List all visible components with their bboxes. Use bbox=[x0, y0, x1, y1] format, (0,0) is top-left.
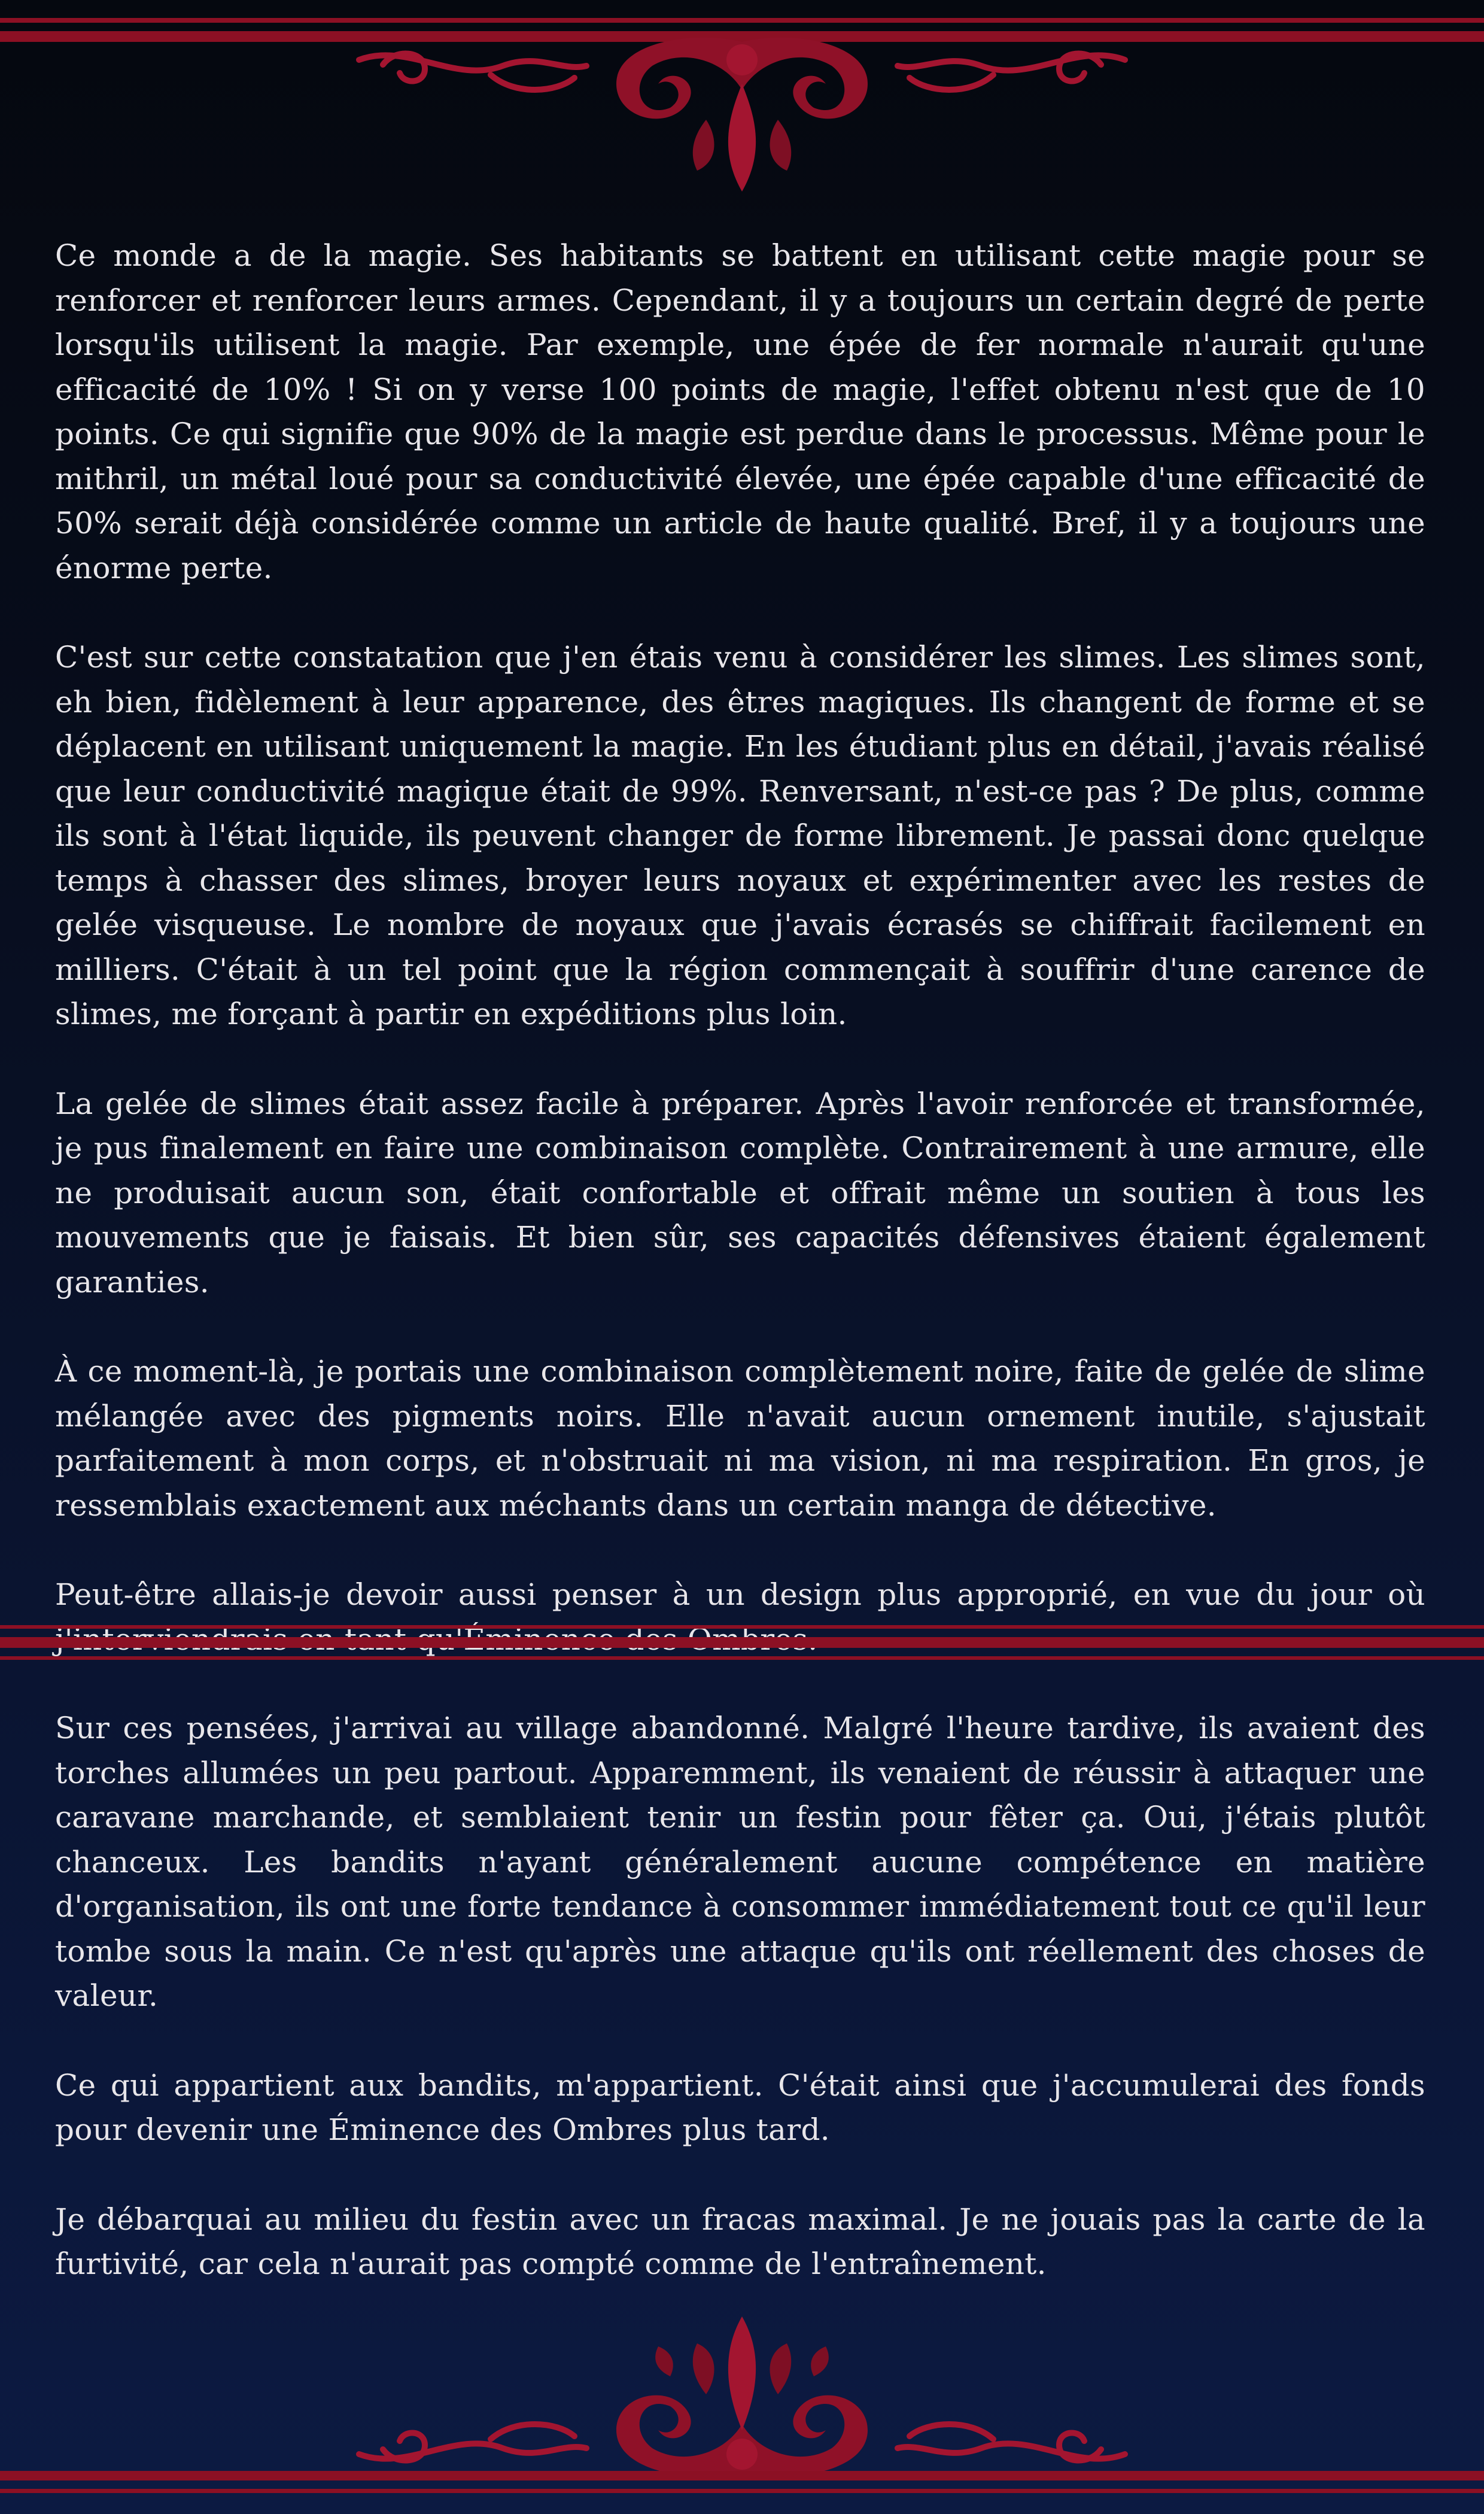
bottom-divider-thin-line bbox=[0, 2489, 1484, 2493]
paragraph: Je débarquai au milieu du festin avec un fracas maximal. Je ne jouais pas la carte de la furtivité, car cela n'aurait pas compté comme de l'entraînement. bbox=[55, 2202, 1425, 2281]
paragraph: C'est sur cette constatation que j'en étais venu à considérer les slimes. Les slimes sont, eh bien, fidèlement à leur apparence, des êtres magiques. Ils changent de forme et se déplacent en utilisant uniquement la magie. En les étudiant plus en détail, j'avais réalisé que leur conductivité magique était de 99%. Renversant, n'est-ce pas ? De plus, comme ils sont à l'état liquide, ils peuvent changer de forme librement. Je passai donc quelque temps à chasser des slimes, broyer leurs noyaux et expérimenter avec les restes de gelée visqueuse. Le nombre de noyaux que j'avais écrasés se chiffrait facilement en milliers. C'était à un tel point que la région commençait à souffrir d'une carence de slimes, me forçant à partir en expéditions plus loin. bbox=[55, 640, 1425, 1031]
paragraph: Peut-être allais-je devoir aussi penser à un design plus approprié, en vue du jour où bbox=[55, 1577, 1425, 1612]
paragraph: Sur ces pensées, j'arrivai au village abandonné. Malgré l'heure tardive, ils avaient des torches allumées un peu partout. Apparemment, ils venaient de réussir à attaquer une caravane marchande, et semblaient tenir un festin pour fêter ça. Oui, j'étais plutôt chanceux. Les bandits n'ayant généralement aucune compétence en matière d'organisation, ils ont une forte tendance à consommer immédiatement tout ce qu'il leur tombe sous la main. Ce n'est qu'après une attaque qu'ils ont réellement des choses de valeur. bbox=[55, 1711, 1425, 2013]
section-divider-thick-line bbox=[0, 1637, 1484, 1648]
story-section-1 bbox=[55, 233, 1425, 1662]
section-divider-thin-line-bottom bbox=[0, 1656, 1484, 1660]
story-section-2 bbox=[55, 1706, 1425, 2287]
paragraph: Ce qui appartient aux bandits, m'appartient. C'était ainsi que j'accumulerai des fonds pour devenir une Éminence des Ombres plus tard. bbox=[55, 2067, 1425, 2147]
paragraph: À ce moment-là, je portais une combinaison complètement noire, faite de gelée de slime mélangée avec des pigments noirs. Elle n'avait aucun ornement inutile, s'ajustait parfaitement à mon corps, et n'obstruait ni ma vision, ni ma respiration. En gros, je ressemblais exactement aux méchants dans un certain manga de détective. bbox=[55, 1354, 1425, 1523]
top-ornament-icon bbox=[335, 18, 1149, 210]
section-divider-thin-line-top bbox=[0, 1625, 1484, 1629]
bottom-divider-thick-line bbox=[0, 2471, 1484, 2480]
paragraph: Ce monde a de la magie. Ses habitants se battent en utilisant cette magie pour se renforcer et renforcer leurs armes. Cependant, il y a toujours un certain degré de perte lorsqu'ils utilisent la magie. Par exemple, une épée de fer normale n'aurait qu'une efficacité de 10% ! Si on y verse 100 points de magie, l'effet obtenu n'est que de 10 points. Ce qui signifie que 90% de la magie est perdue dans le processus. Même pour le mithril, un métal loué pour sa conductivité élevée, une épée capable d'une efficacité de 50% serait déjà considérée comme un article de haute qualité. Bref, il y a toujours une énorme perte. bbox=[55, 238, 1425, 585]
bottom-ornament-icon bbox=[335, 2304, 1149, 2484]
paragraph: La gelée de slimes était assez facile à préparer. Après l'avoir renforcée et transformée, je pus finalement en faire une combinaison complète. Contrairement à une armure, elle ne produisait aucun son, était confortable et offrait même un soutien à tous les mouvements que je faisais. Et bien sûr, ses capacités défensives étaient également garanties. bbox=[55, 1086, 1425, 1299]
